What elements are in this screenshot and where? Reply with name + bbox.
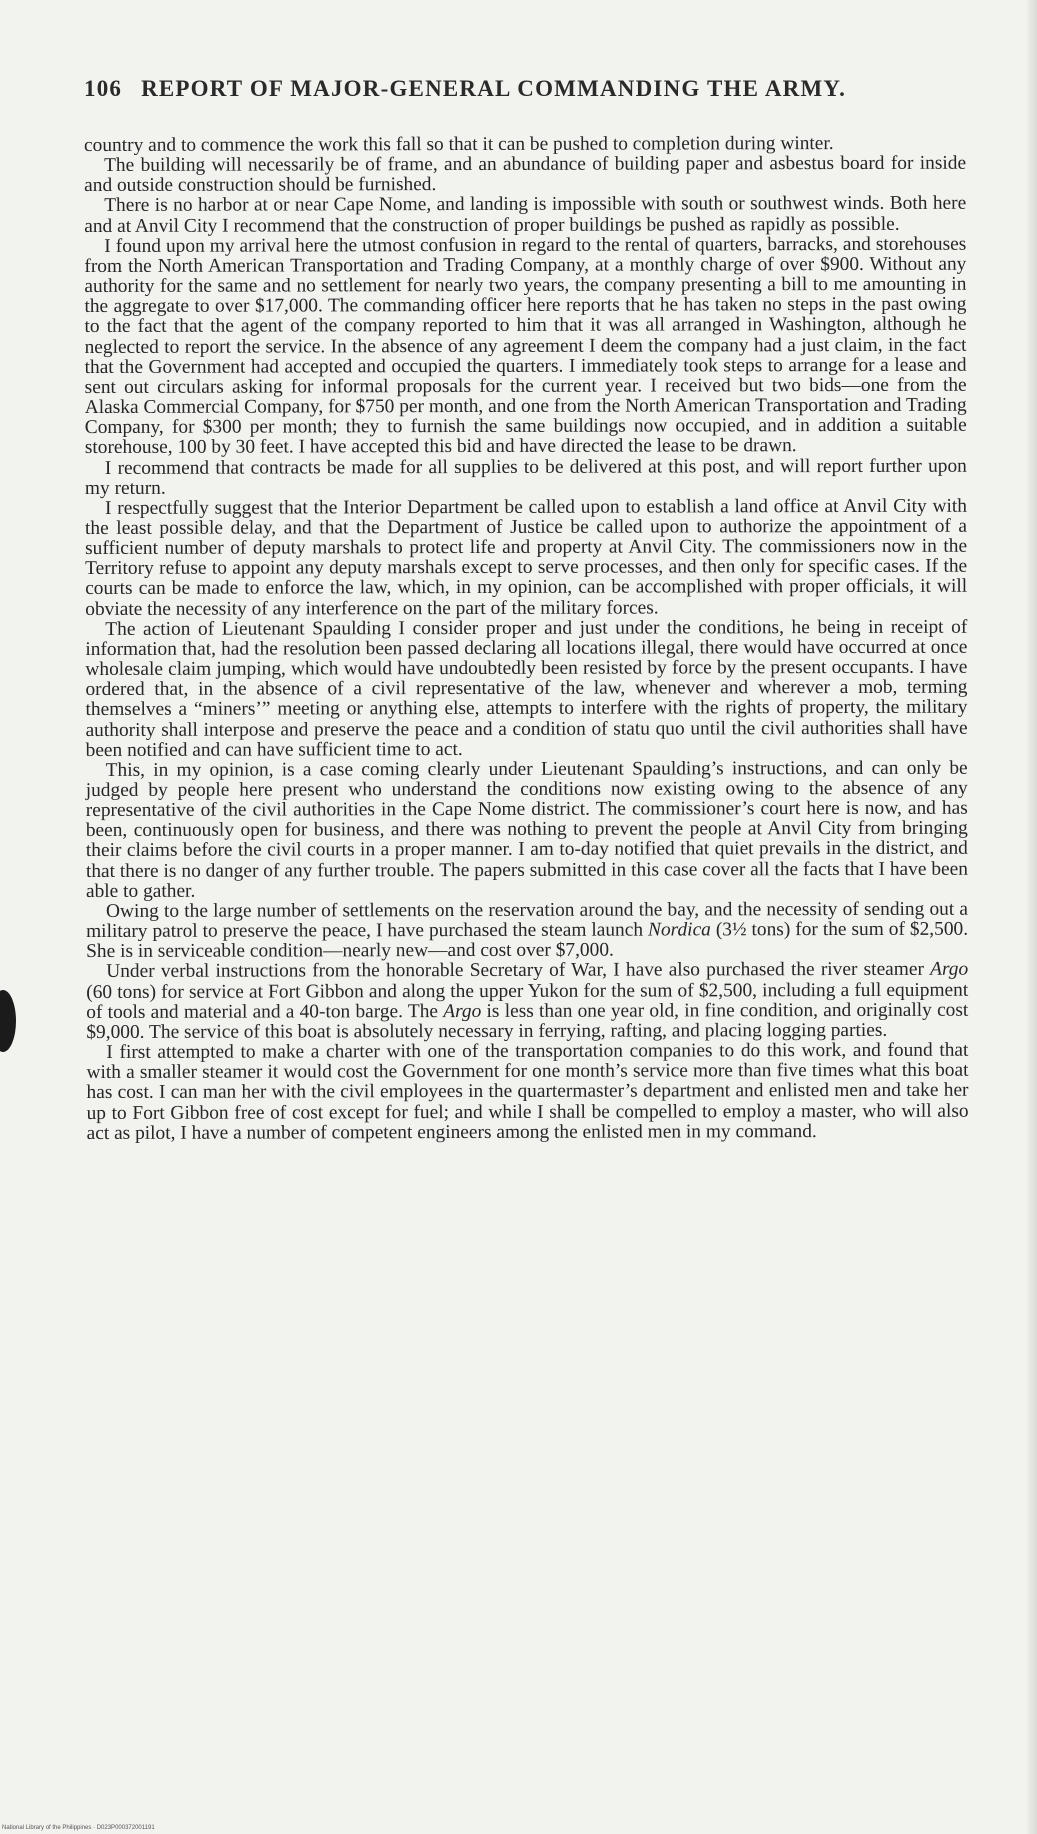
paragraph-nordica-purchase	[86, 900, 968, 963]
paragraph-charter-attempt: I first attempted to make a charter with one of the transportation companies to do this work, and found that with a smaller steamer it would cost the Government for one month’s service more than five times what this boat has cost. I can man her with the civil employees in the quartermaster’s department and enlisted men and take her up to Fort Gibbon free of cost except for fuel; and while I shall be compelled to employ a master, who will also act as pilot, I have a number of competent engineers among the enlisted men in my command.	[86, 1039, 969, 1144]
running-head: REPORT OF MAJOR-GENERAL COMMANDING THE ARMY.	[141, 76, 847, 101]
paragraph-spaulding-action: The action of Lieutenant Spaulding I consider proper and just under the conditions, he being in receipt of information that, had the resolution been passed declaring all locations illegal, there would have occurred at once wholesale claim jumping, which would have undoubtedly been resisted by force by the present occupants. I have ordered that, in the absence of a civil representative of the law, whenever and wherever a mob, terming themselves a “miners’” meeting or anything else, attempts to interfere with the rights of property, the military authority shall interpose and preserve the peace and a condition of statu quo until the civil authorities shall have been notified and can have sufficient time to act.	[85, 616, 968, 761]
paragraph-continuation: country and to commence the work this fall so that it can be pushed to completion during winter.	[83, 133, 834, 156]
argo-text-middle: (60 tons) for service at Fort Gibbon and along the upper Yukon for the sum of $2,500, including a full equipment of tools and material and a 40-ton barge. The	[86, 979, 969, 1023]
nordica-text-after: (3½ tons) for the sum of $2,500. She is in serviceable condition—nearly new—and cost over $7,000.	[86, 918, 969, 963]
vessel-name-nordica: Nordica	[647, 919, 711, 941]
paragraph-building-frame: The building will necessarily be of frame, and an abundance of building paper and asbestus board for inside and outside construction should be furnished.	[84, 152, 967, 197]
vessel-name-argo: Argo	[930, 959, 969, 981]
argo-text-after: is less than one year old, in fine condition, and originally cost $9,000. The service of this boat is absolutely necessary in ferrying, rafting, and placing logging parties.	[86, 999, 969, 1043]
nordica-text-before: Owing to the large number of settlements on the reservation around the bay, and the necessity of sending out a military patrol to preserve the peace, I have purchased the steam launch	[86, 898, 969, 943]
paragraph-supplies-contracts: I recommend that contracts be made for all supplies to be delivered at this post, and will report further upon my return.	[84, 455, 967, 499]
argo-text-before: Under verbal instructions from the honorable Secretary of War, I have also purchased the river steamer	[106, 959, 931, 983]
paragraph-rental-quarters: I found upon my arrival here the utmost confusion in regard to the rental of quarters, barracks, and storehouses from the North American Transportation and Trading Company, at a monthly charge of over $900. Without any authority for the same and no settlement for nearly two years, the company presenting a bill to me amounting in the aggregate to over $17,000. The commanding officer here reports that he has taken no steps in the past owing to the fact that the agent of the company reported to him that it was all arranged in Washington, although he neglected to report the service. In the absence of any agreement I deem the company had a just claim, in the fact that the Government had accepted and occupied the quarters. I immediately took steps to arrange for a lease and sent out circulars asking for informal proposals for the current year. I received but two bids—one from the Alaska Commercial Company, for $750 per month, and one from the North American Transportation and Trading Company, for $300 per month; they to furnish the same buildings now occupied, and in addition a suitable storehouse, 100 by 30 feet. I have accepted this bid and have directed the lease to be drawn.	[84, 233, 967, 459]
paragraph-no-harbor: There is no harbor at or near Cape Nome, and landing is impossible with south or southwest winds. Both here and at Anvil City I recommend that the construction of proper buildings be pushed as rapidly as possible.	[84, 193, 967, 237]
body-text	[84, 134, 969, 1144]
page-header	[84, 76, 964, 102]
paragraph-argo-purchase	[86, 960, 968, 1043]
paragraph-land-office: I respectfully suggest that the Interior Department be called upon to establish a land office at Anvil City with the least possible delay, and that the Department of Justice be called upon to authorize the appointment of a sufficient number of deputy marshals to protect life and property at Anvil City. The commissioners now in the Territory refuse to appoint any deputy marshals except to serve processes, and then only for specific cases. If the courts can be made to enforce the law, which, in my opinion, can be accomplished with proper officials, it will obviate the necessity of any interference on the part of the military forces.	[84, 495, 968, 620]
vessel-name-argo-2: Argo	[443, 1000, 482, 1022]
page-edge	[1027, 0, 1037, 1834]
binding-hole-shadow	[0, 990, 16, 1052]
library-footer-note: National Library of the Philippines · D023P000372001191	[2, 1825, 155, 1831]
paragraph-spaulding-instructions: This, in my opinion, is a case coming clearly under Lieutenant Spaulding’s instructions, and can only be judged by people here present who understand the conditions now existing owing to the absence of any representative of the civil authorities in the Cape Nome district. The commissioner’s court here is now, and has been, continuously open for business, and there was nothing to prevent the people at Anvil City from bringing their claims before the civil courts in a proper manner. I am to-day notified that quiet prevails in the district, and that there is no danger of any further trouble. The papers submitted in this case cover all the facts that I have been able to gather.	[85, 757, 968, 902]
page-number: 106	[84, 76, 123, 101]
